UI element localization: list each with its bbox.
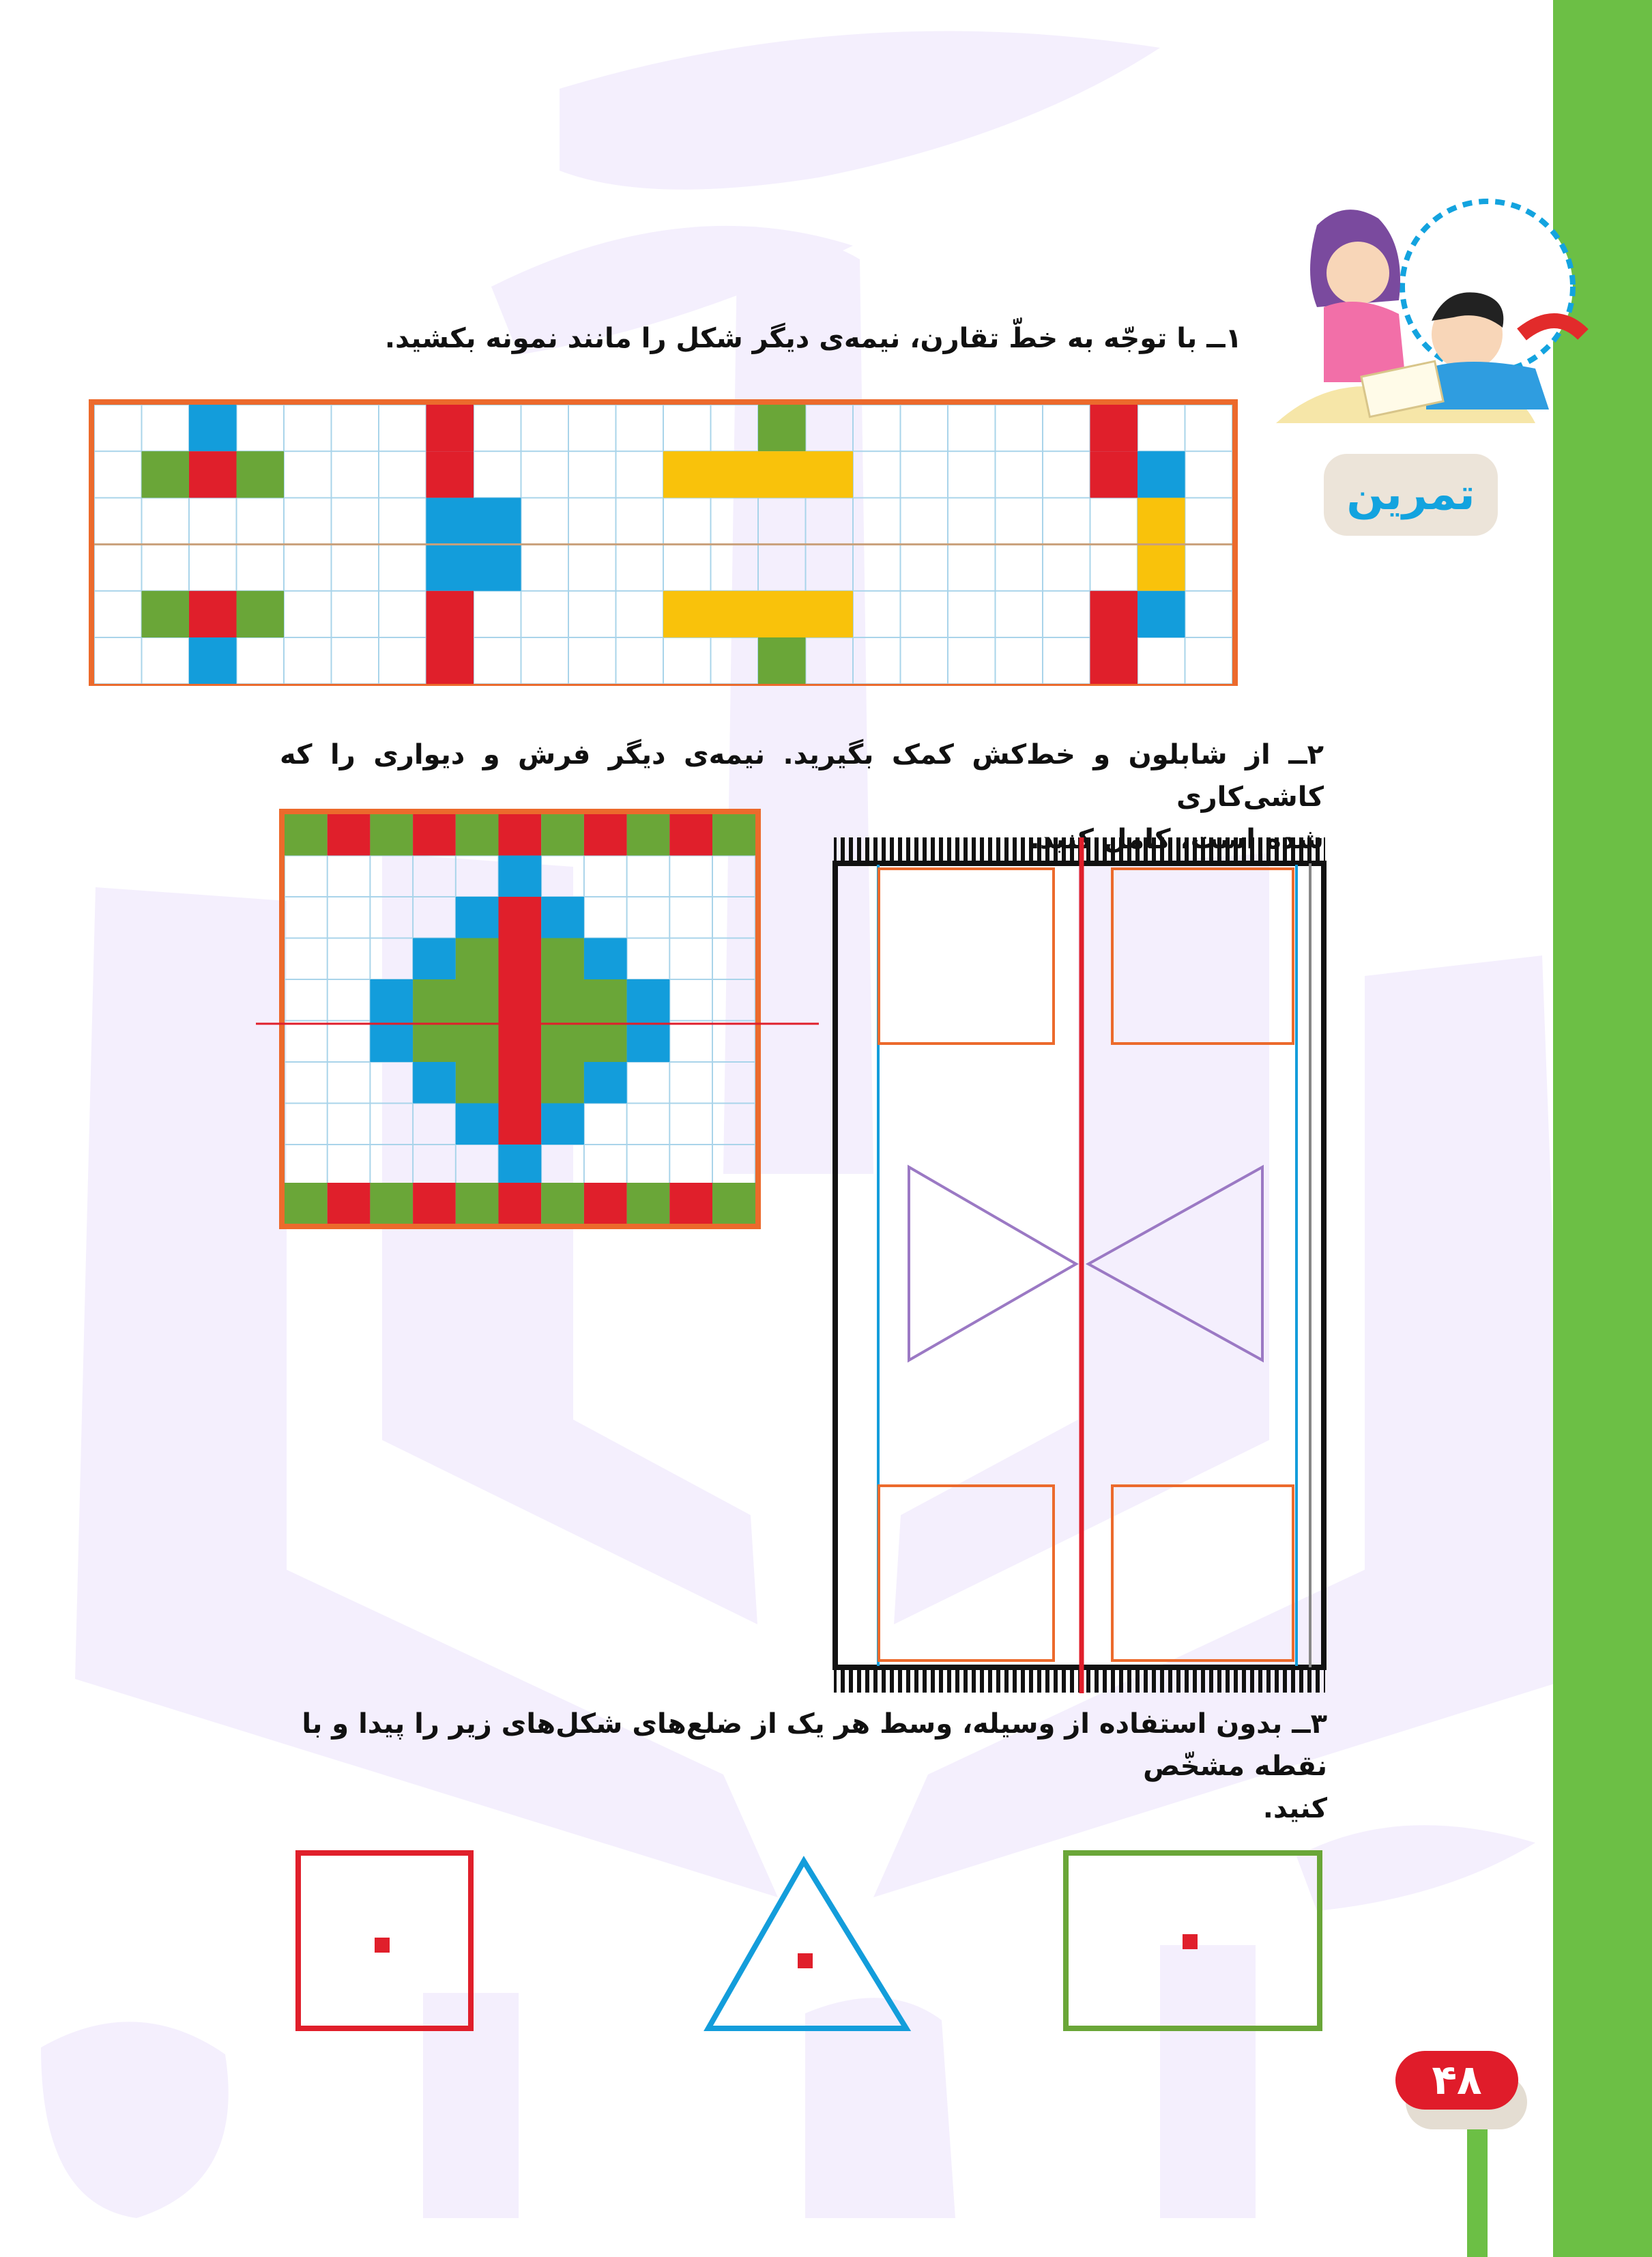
carpet-square-top-left (879, 869, 1054, 1044)
green-rectangle-dot (1183, 1934, 1198, 1949)
tiled-wall-figure (252, 809, 826, 1239)
exercise3-line2: کنید. (1262, 1793, 1327, 1824)
carpet-square-bottom-left (879, 1486, 1054, 1661)
blue-triangle-shape (708, 1861, 906, 2028)
page-number-stem (1467, 2123, 1488, 2257)
exercise2-line1: ۲ــ از شابلون و خط‌کش کمک بگیرید. نیمه‌ی دیگر فرش و دیواری را که کاشی‌کاری (280, 739, 1324, 813)
carpet-triangle-right (1088, 1167, 1262, 1360)
exercise3-line1: ۳ــ بدون استفاده از وسیله، وسط هر یک از ضلع‌های شکل‌های زیر را پیدا و با نقطه مشخّص (302, 1708, 1327, 1782)
carpet-triangle-left (909, 1167, 1076, 1360)
red-square-dot (375, 1938, 390, 1953)
exercise1-grid (89, 399, 1242, 686)
exercise3-shapes (287, 1846, 1337, 2041)
page-number: ۴۸ (1395, 2051, 1518, 2110)
exercise1-instruction: ۱ــ با توجّه به خطّ تقارن، نیمه‌ی دیگر شکل را مانند نمونه بکشید. (384, 323, 1242, 354)
exercise3-instruction (273, 1703, 1327, 1830)
badge-label-text: تمرین (1346, 470, 1475, 520)
exercise-badge (1324, 454, 1498, 536)
kids-reading-illustration (1262, 198, 1590, 444)
carpet-figure (832, 836, 1331, 1696)
carpet-square-top-right (1112, 869, 1293, 1044)
blue-triangle-dot (798, 1953, 813, 1968)
tiled-wall-top-border (285, 814, 755, 856)
tiled-wall-bottom-border (285, 1183, 755, 1224)
carpet-square-bottom-right (1112, 1486, 1293, 1661)
